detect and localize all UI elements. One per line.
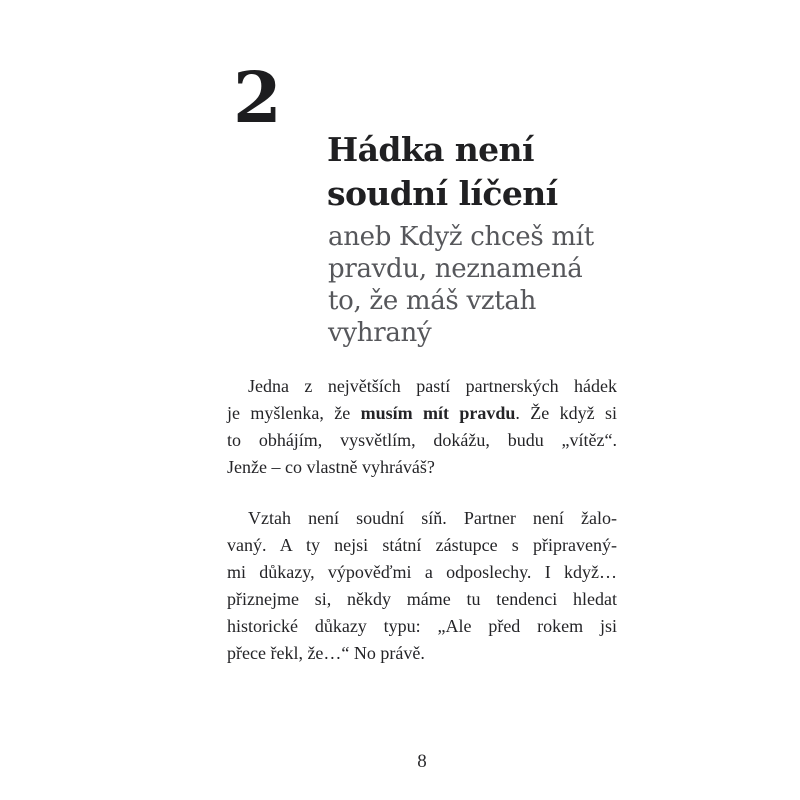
text-segment: Jenže – co vlastně vyhráváš? — [227, 457, 435, 477]
text-segment: Vztah není soudní síň. Partner není žalo- — [248, 508, 617, 528]
text-segment: . Že když si — [515, 403, 617, 423]
paragraph-line — [227, 559, 617, 586]
text-segment: mi důkazy, výpověďmi a odposlechy. I když… — [227, 562, 617, 582]
paragraph-line — [227, 400, 617, 427]
subtitle-line: pravdu, neznamená — [328, 254, 583, 284]
paragraph-line — [227, 613, 617, 640]
chapter-number: 2 — [233, 56, 282, 139]
paragraph-line — [227, 640, 617, 667]
text-segment: vaný. A ty nejsi státní zástupce s připravený- — [227, 535, 617, 555]
chapter-title — [327, 128, 647, 216]
paragraph-line — [227, 586, 617, 613]
body-text — [227, 373, 617, 667]
bold-text: musím mít pravdu — [360, 403, 516, 423]
paragraph-line — [227, 373, 617, 400]
text-segment: to obhájím, vysvětlím, dokážu, budu „vítěz“. — [227, 430, 617, 450]
subtitle-line: to, že máš vztah — [328, 286, 537, 316]
text-segment: přiznejme si, někdy máme tu tendenci hledat — [227, 589, 617, 609]
text-segment: přece řekl, že…“ No právě. — [227, 643, 425, 663]
chapter-title-line: Hádka není — [327, 130, 534, 169]
page-number: 8 — [417, 751, 427, 772]
paragraph-line — [227, 532, 617, 559]
paragraph-line — [227, 454, 617, 481]
paragraph-line — [227, 505, 617, 532]
paragraph — [227, 505, 617, 667]
paragraph — [227, 373, 617, 481]
text-segment: je myšlenka, že — [227, 403, 361, 423]
text-segment: Jedna z největších pastí partnerských hádek — [248, 376, 617, 396]
text-segment: historické důkazy typu: „Ale před rokem jsi — [227, 616, 617, 636]
chapter-subtitle — [328, 221, 648, 349]
subtitle-line: aneb Když chceš mít — [328, 222, 594, 252]
subtitle-line: vyhraný — [328, 318, 432, 348]
chapter-title-line: soudní líčení — [327, 174, 558, 213]
paragraph-line — [227, 427, 617, 454]
